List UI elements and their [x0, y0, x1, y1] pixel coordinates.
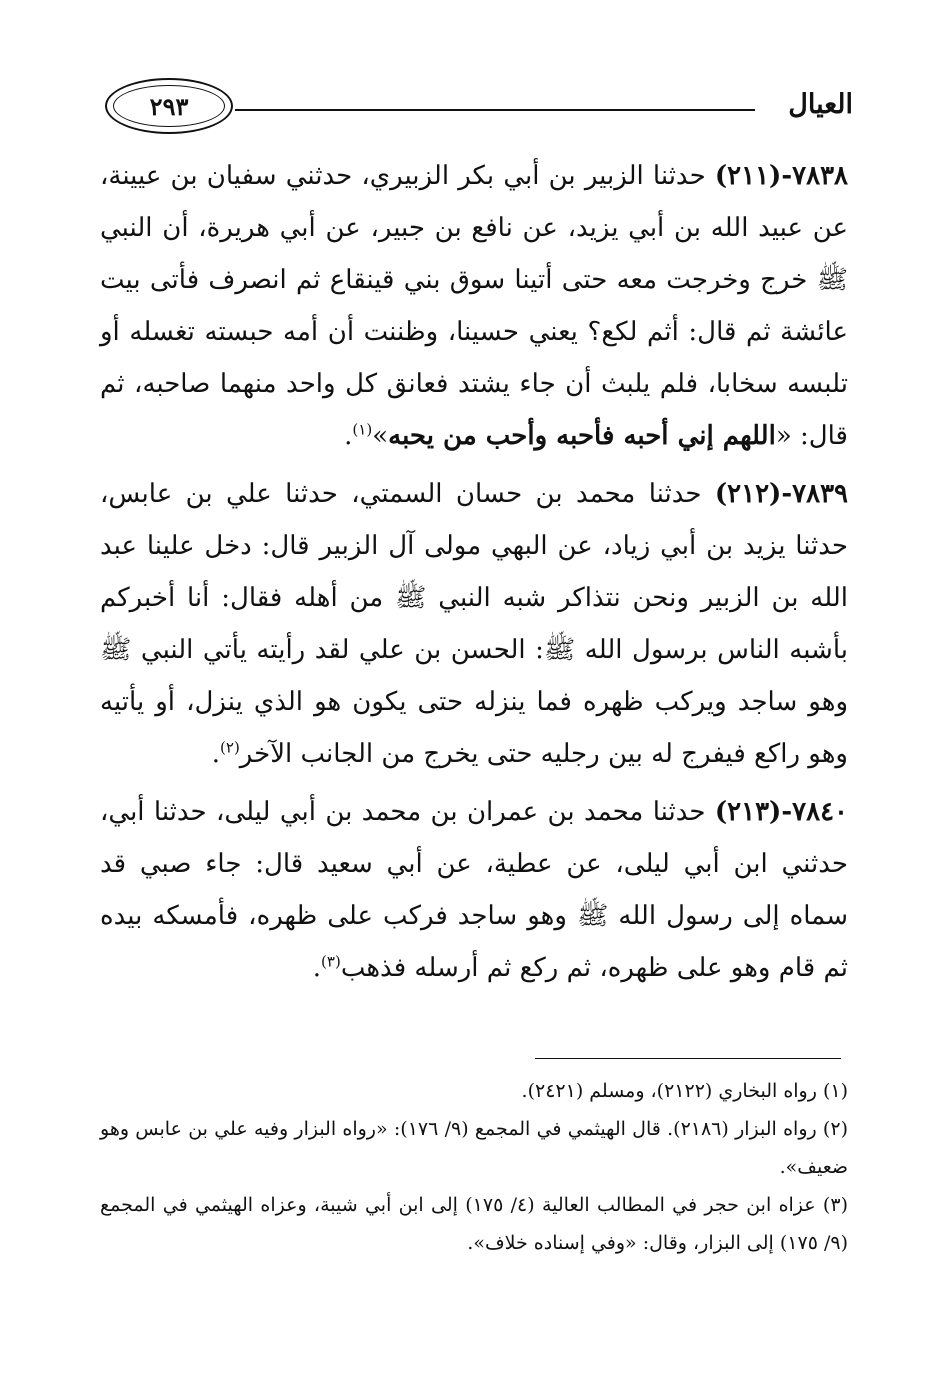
footnotes — [100, 1072, 848, 1262]
hadith-text-closing: » — [372, 421, 389, 451]
hadith-number: ٧٨٣٩-(٢١٢) — [714, 479, 848, 509]
main-text — [100, 150, 848, 1000]
footnote-reference: (٣) — [321, 952, 341, 971]
hadith-text: حدثنا محمد بن حسان السمتي، حدثنا علي بن عابس، حدثنا يزيد بن أبي زياد، عن البهي مولى آل الزبير قال: دخل علينا عبد الله بن الزبير ونحن نتذاكر شبه النبي ﷺ من أهله فقال: أنا أخبركم بأشبه الناس برسول الله ﷺ: الحسن بن علي لقد رأيته يأتي النبي ﷺ وهو ساجد ويركب ظهره فما ينزله حتى يكون هو الذي ينزل، أو يأتيه وهو راكع فيفرج له بين رجليه حتى يخرج من الجانب الآخر — [100, 479, 848, 769]
hadith-end: . — [344, 421, 353, 451]
chapter-title: العيال — [788, 89, 853, 120]
footnote: (١) رواه البخاري (٢١٢٢)، ومسلم (٢٤٢١). — [521, 1080, 848, 1102]
page-number-oval — [105, 78, 233, 134]
footnote-reference: (٢) — [220, 738, 240, 757]
hadith-end: . — [312, 953, 322, 983]
hadith-paragraph — [100, 786, 848, 994]
hadith-number: ٧٨٣٨-(٢١١) — [714, 161, 848, 191]
hadith-text: حدثنا الزبير بن أبي بكر الزبيري، حدثني سفيان بن عيينة، عن عبيد الله بن أبي يزيد، عن نافع بن جبير، عن أبي هريرة، أن النبي ﷺ خرج وخرجت معه حتى أتينا سوق بني قينقاع ثم انصرف فأتى بيت عائشة ثم قال: أثم لكع؟ يعني حسينا، وظننت أن أمه حبسته تغسله أو تلبسه سخابا، فلم يلبث أن جاء يشتد فعانق كل واحد منهما صاحبه، ثم قال: « — [100, 161, 848, 451]
hadith-bold-quote: اللهم إني أحبه فأحبه وأحب من يحبه — [388, 421, 776, 451]
footnote-reference: (١) — [352, 420, 373, 439]
page-header — [105, 78, 853, 140]
footnote: (٣) عزاه ابن حجر في المطالب العالية (٤/ ١٧٥) إلى ابن أبي شيبة، وعزاه الهيثمي في المجمع (٩/ ١٧٥) إلى البزار، وقال: «وفي إسناده خلاف». — [100, 1194, 848, 1254]
hadith-paragraph — [100, 468, 848, 780]
page-number: ٢٩٣ — [149, 91, 189, 121]
footnote: (٢) رواه البزار (٢١٨٦). قال الهيثمي في المجمع (٩/ ١٧٦): «رواه البزار وفيه علي بن عابس وهو ضعيف». — [100, 1118, 848, 1178]
footnote-separator — [535, 1058, 841, 1059]
hadith-text: حدثنا محمد بن عمران بن محمد بن أبي ليلى، حدثنا أبي، حدثني ابن أبي ليلى، عن عطية، عن أبي سعيد قال: جاء صبي قد سماه إلى رسول الله ﷺ وهو ساجد فركب على ظهره، فأمسكه بيده ثم قام وهو على ظهره، ثم ركع ثم أرسله فذهب — [100, 797, 848, 983]
hadith-paragraph — [100, 150, 848, 462]
header-rule — [235, 109, 755, 111]
hadith-end: . — [211, 739, 221, 769]
hadith-number: ٧٨٤٠-(٢١٣) — [714, 797, 848, 827]
